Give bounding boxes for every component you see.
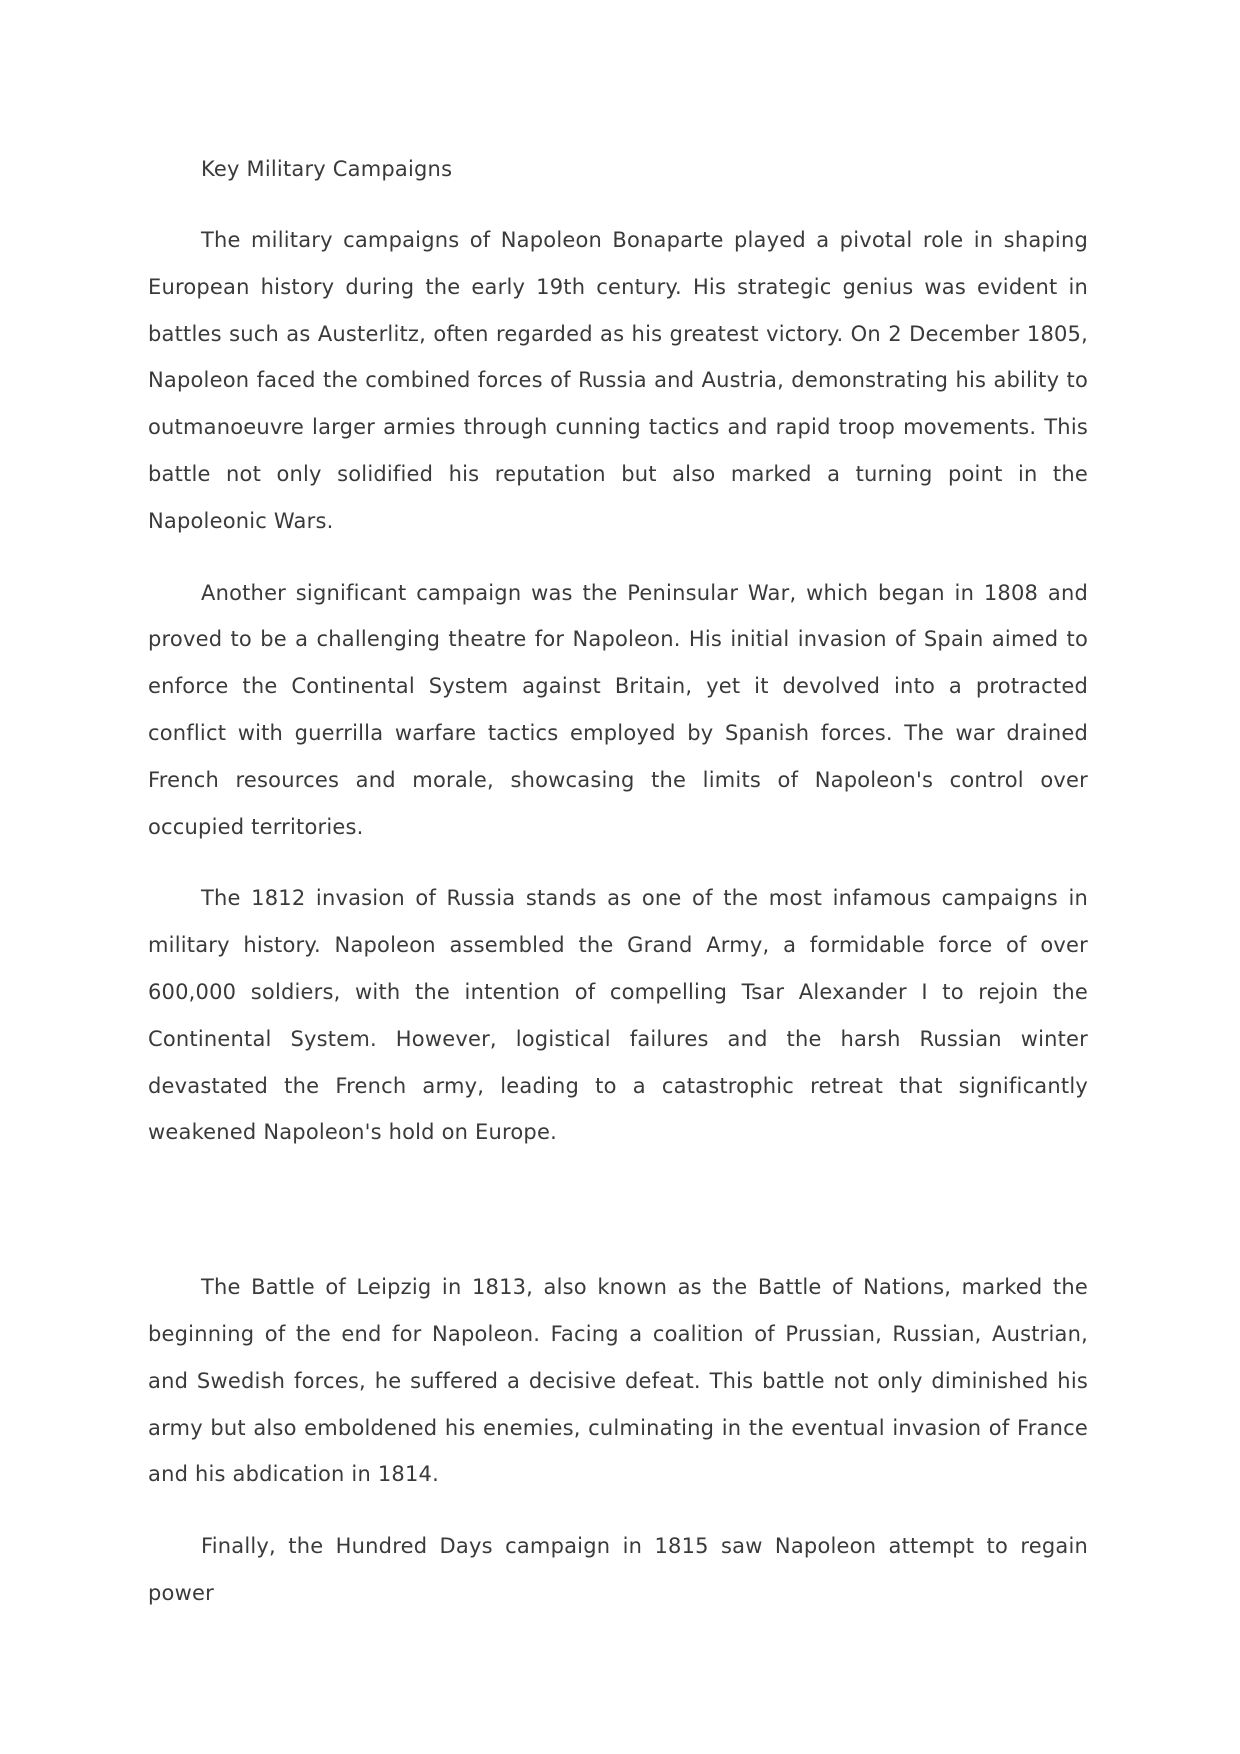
paragraph-russia-invasion: The 1812 invasion of Russia stands as one of the most infamous campaigns in military history. Napoleon assembled the Grand Army, a formidable force of over 600,000 soldiers, with the intention of compelling Tsar Alexander I to rejoin the Continental System. However, logistical failures and the harsh Russian winter devastated the French army, leading to a catastrophic retreat that significantly weakened Napoleon's hold on Europe. xyxy=(148,886,1088,1145)
paragraph-peninsular-war: Another significant campaign was the Peninsular War, which began in 1808 and proved to be a challenging theatre for Napoleon. His initial invasion of Spain aimed to enforce the Continental System against Britain, yet it devolved into a protracted conflict with guerrilla warfare tactics employed by Spanish forces. The war drained French resources and morale, showcasing the limits of Napoleon's control over occupied territories. xyxy=(148,580,1088,839)
paragraph-leipzig: The Battle of Leipzig in 1813, also known as the Battle of Nations, marked the beginning of the end for Napoleon. Facing a coalition of Prussian, Russian, Austrian, and Swedish forces, he suffered a decisive defeat. This battle not only diminished his army but also emboldened his enemies, culminating in the eventual invasion of France and his abdication in 1814. xyxy=(148,1275,1088,1487)
paragraph-hundred-days: Finally, the Hundred Days campaign in 1815 saw Napoleon attempt to regain power xyxy=(148,1534,1088,1605)
paragraph-austerlitz: The military campaigns of Napoleon Bonaparte played a pivotal role in shaping European history during the early 19th century. His strategic genius was evident in battles such as Austerlitz, often regarded as his greatest victory. On 2 December 1805, Napoleon faced the combined forces of Russia and Austria, demonstrating his ability to outmanoeuvre larger armies through cunning tactics and rapid troop movements. This battle not only solidified his reputation but also marked a turning point in the Napoleonic Wars. xyxy=(148,228,1088,533)
section-heading: Key Military Campaigns xyxy=(201,157,453,181)
document-body xyxy=(148,146,1088,1617)
